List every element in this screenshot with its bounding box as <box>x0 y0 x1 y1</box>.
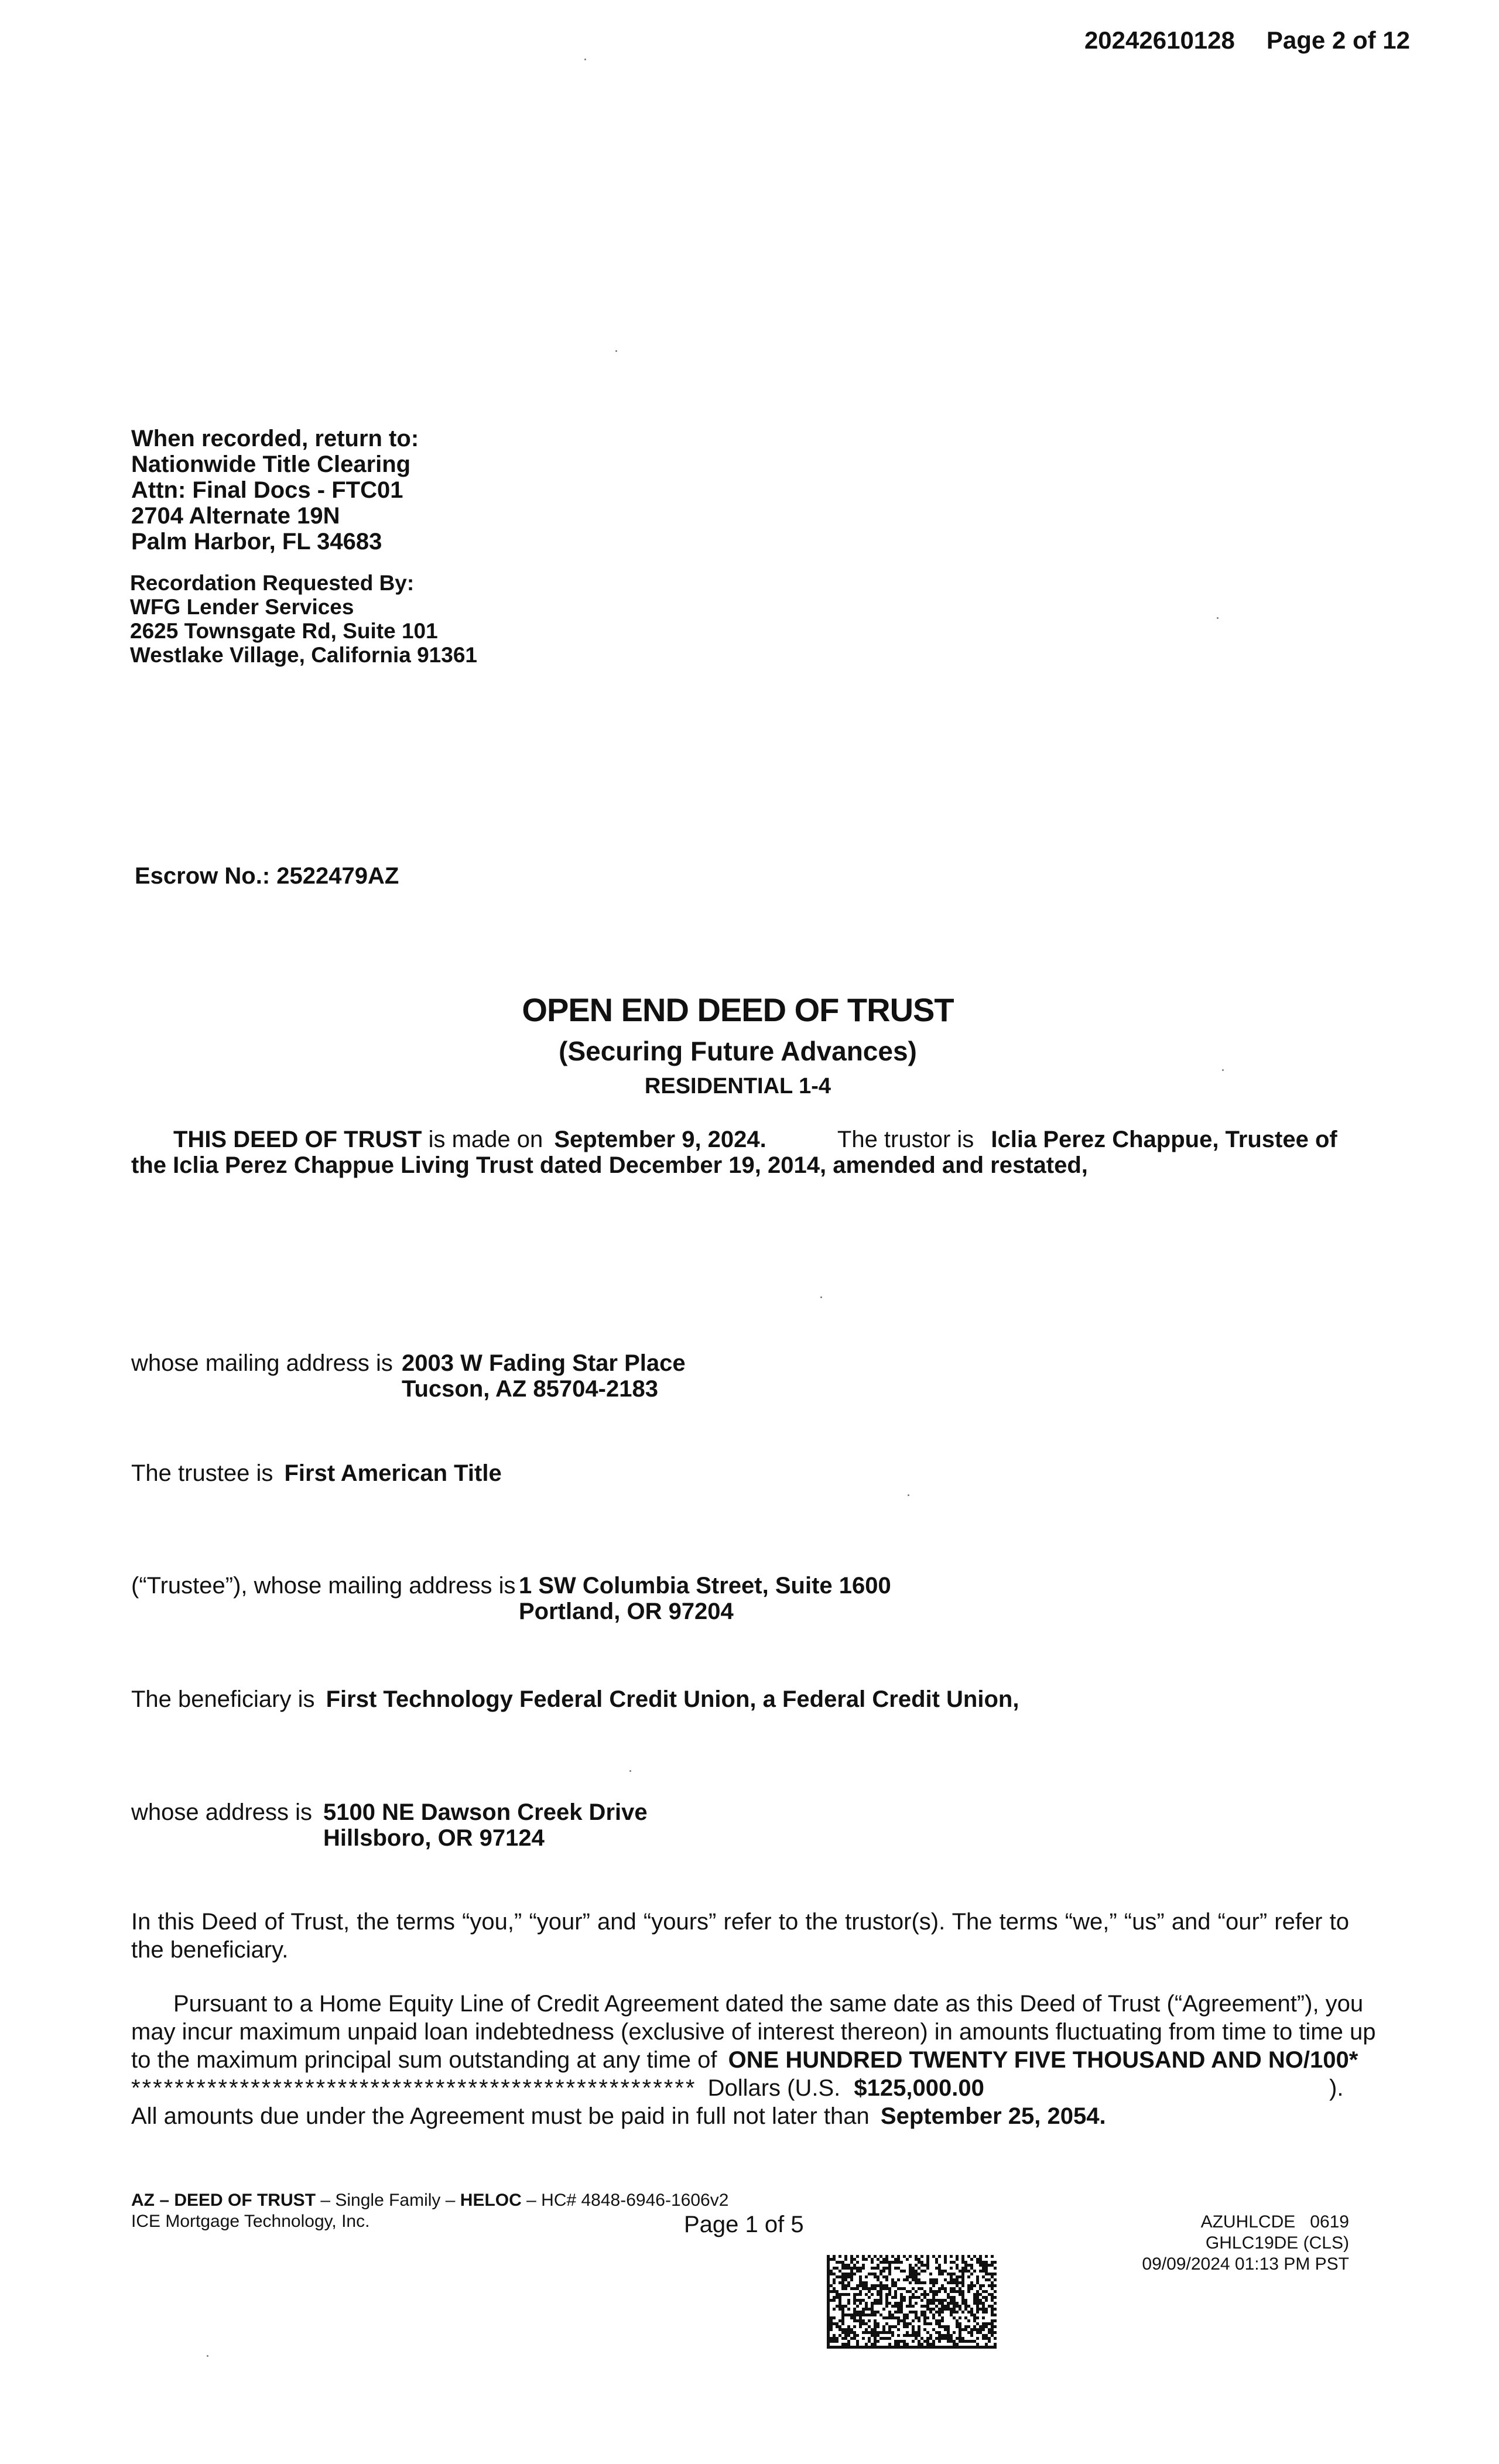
document-subtitle: (Securing Future Advances) <box>559 1036 917 1066</box>
return-to-line: 2704 Alternate 19N <box>131 503 340 529</box>
pursuant-line-3 <box>131 2047 1358 2073</box>
form-identifier <box>131 2190 728 2232</box>
return-to-line: Attn: Final Docs - FTC01 <box>131 477 403 503</box>
form-heloc: HELOC <box>460 2191 522 2210</box>
recordation-line: WFG Lender Services <box>130 595 354 619</box>
pursuant-line-1: Pursuant to a Home Equity Line of Credit Agreement dated the same date as this Deed of Trust (“Agreement”), you <box>173 1991 1364 2017</box>
amount-close-paren: ). <box>1329 2075 1344 2101</box>
trustor-address-line1: 2003 W Fading Star Place <box>402 1350 686 1376</box>
beneficiary-label: The beneficiary is <box>131 1686 315 1712</box>
recording-header <box>1084 26 1410 54</box>
due-text: All amounts due under the Agreement must be paid in full not later than <box>131 2103 876 2129</box>
recordation-heading: Recordation Requested By: <box>130 571 415 595</box>
beneficiary-line <box>131 1686 1019 1712</box>
beneficiary-name: First Technology Federal Credit Union, a Federal Credit Union, <box>326 1686 1019 1712</box>
document-type: RESIDENTIAL 1-4 <box>644 1074 831 1098</box>
form-page-number: Page 1 of 5 <box>684 2212 804 2237</box>
scan-speck <box>615 350 617 352</box>
form-code-1: AZUHLCDE 0619 <box>1200 2212 1349 2232</box>
scan-speck <box>1222 1069 1224 1071</box>
beneficiary-address-line1: 5100 NE Dawson Creek Drive <box>323 1799 648 1825</box>
scan-speck <box>584 59 586 60</box>
trustee-address-label: (“Trustee”), whose mailing address is <box>131 1573 516 1599</box>
principal-amount: $125,000.00 <box>854 2075 984 2101</box>
beneficiary-address-line2: Hillsboro, OR 97124 <box>323 1825 545 1851</box>
scan-speck <box>1217 617 1219 619</box>
recordation-line: Westlake Village, California 91361 <box>130 643 477 667</box>
form-timestamp: 09/09/2024 01:13 PM PST <box>1142 2254 1349 2274</box>
trustee-name: First American Title <box>284 1460 502 1486</box>
form-codes <box>1142 2212 1349 2275</box>
scan-speck <box>908 1494 909 1496</box>
escrow-value: 2522479AZ <box>276 863 399 889</box>
beneficiary-address-label: whose address is <box>131 1799 313 1825</box>
return-to-line: Palm Harbor, FL 34683 <box>131 529 382 555</box>
page-indicator: Page 2 of 12 <box>1266 26 1410 54</box>
deed-date: September 9, 2024. <box>554 1127 766 1152</box>
escrow-number <box>135 863 399 889</box>
recordation-block <box>130 571 477 667</box>
terms-paragraph: In this Deed of Trust, the terms “you,” “your” and “yours” refer to the trustor(s). The terms “we,” “us” and “our” refer to the beneficiary. <box>131 1909 1349 1963</box>
asterisk-fill: **************************************************** <box>131 2075 697 2101</box>
escrow-label: Escrow No.: <box>135 863 271 889</box>
form-code-2: GHLC19DE (CLS) <box>1205 2233 1349 2253</box>
pursuant-line-2: may incur maximum unpaid loan indebtedness (exclusive of interest thereon) in amounts fluctuating from time to time up <box>131 2019 1376 2045</box>
return-to-line: Nationwide Title Clearing <box>131 451 411 477</box>
form-name: AZ – DEED OF TRUST <box>131 2191 316 2210</box>
scan-speck <box>207 2355 208 2357</box>
trustee-address-line1: 1 SW Columbia Street, Suite 1600 <box>519 1573 891 1599</box>
trustor-name: Iclia Perez Chappue, Trustee of <box>991 1127 1337 1152</box>
deed-of-trust-term: THIS DEED OF TRUST <box>173 1127 422 1152</box>
trustor-label: The trustor is <box>837 1127 981 1152</box>
trustee-address-line2: Portland, OR 97204 <box>519 1599 734 1624</box>
pursuant-line-4 <box>131 2075 984 2101</box>
made-on-text: is made on <box>422 1127 550 1152</box>
intro-line-1 <box>173 1127 1337 1152</box>
document-title: OPEN END DEED OF TRUST <box>522 991 954 1028</box>
return-to-heading: When recorded, return to: <box>131 426 419 451</box>
trustee-label: The trustee is <box>131 1460 273 1486</box>
form-company: ICE Mortgage Technology, Inc. <box>131 2212 370 2231</box>
form-hc-number: – HC# 4848-6946-1606v2 <box>521 2191 729 2210</box>
max-principal-text: to the maximum principal sum outstanding at any time of <box>131 2047 724 2073</box>
return-to-block <box>131 426 419 555</box>
form-type: – Single Family – <box>316 2191 460 2210</box>
amount-in-words: ONE HUNDRED TWENTY FIVE THOUSAND AND NO/100* <box>728 2047 1358 2073</box>
pursuant-line-5 <box>131 2103 1106 2129</box>
trustor-name-continued: the Iclia Perez Chappue Living Trust dated December 19, 2014, amended and restated, <box>131 1152 1088 1178</box>
maturity-date: September 25, 2054. <box>880 2103 1106 2129</box>
trustor-address-line2: Tucson, AZ 85704-2183 <box>402 1376 658 1402</box>
document-number: 20242610128 <box>1084 26 1235 54</box>
barcode-image <box>827 2255 997 2349</box>
trustee-line <box>131 1460 502 1486</box>
scan-speck <box>820 1296 822 1298</box>
trustor-address-label: whose mailing address is <box>131 1350 393 1376</box>
dollars-label: Dollars (U.S. <box>707 2075 847 2101</box>
recordation-line: 2625 Townsgate Rd, Suite 101 <box>130 619 438 643</box>
scan-speck <box>629 1770 631 1772</box>
